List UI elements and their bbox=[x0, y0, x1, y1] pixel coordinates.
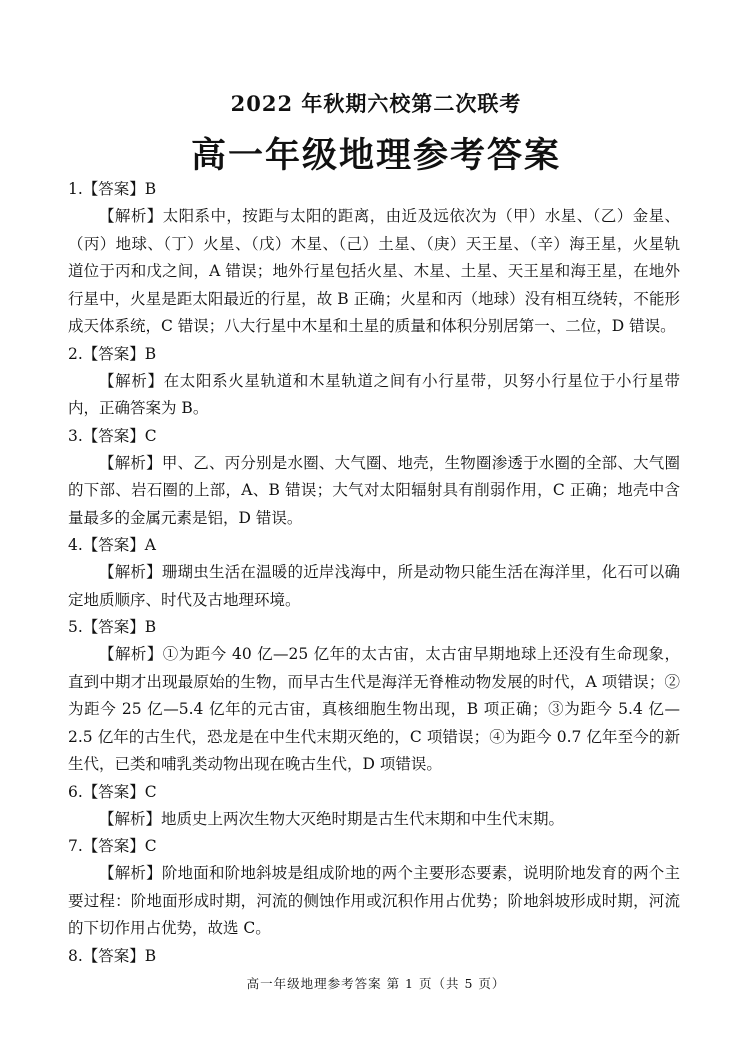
answer-line: 6.【答案】C bbox=[68, 782, 157, 801]
question-item-6 bbox=[68, 779, 680, 834]
page-title: 高一年级地理参考答案 bbox=[190, 135, 561, 176]
answer-line: 4.【答案】A bbox=[68, 536, 156, 554]
answer-line: 8.【答案】B bbox=[68, 946, 157, 965]
question-item-5 bbox=[68, 614, 680, 779]
answer-line: 7.【答案】C bbox=[68, 837, 157, 855]
answer-list bbox=[68, 176, 680, 970]
explanation-paragraph: 【解析】太阳系中，按距与太阳的距离，由近及远依次为（甲）水星、（乙）金星、（丙）地球、（丁）火星、（戊）木星、（己）土星、（庚）天王星、（辛）海王星，火星轨道位于丙和戊之间，A 错误；地外行星包括火星、木星、土星、天王星和海王星，在地外行星中，火星是距太阳最近的行星，故 B 正确；火星和丙（地球）没有相互绕转，不能形成天体系统，C 错误；八大行星中木星和土星的质量和体积分别居第一、二位，D 错误。 bbox=[68, 207, 680, 335]
answer-line: 1.【答案】B bbox=[68, 180, 157, 198]
exam-subtitle: 2022 年秋期六校第二次联考 bbox=[230, 91, 522, 116]
question-item-2 bbox=[68, 341, 680, 423]
answer-line: 3.【答案】C bbox=[68, 426, 157, 445]
explanation-paragraph: 【解析】地质史上两次生物大灭绝时期是古生代末期和中生代末期。 bbox=[99, 809, 565, 828]
explanation-paragraph: 【解析】在太阳系火星轨道和木星轨道之间有小行星带，贝努小行星位于小行星带内，正确答案为 B。 bbox=[68, 371, 680, 417]
explanation-paragraph: 【解析】阶地面和阶地斜坡是组成阶地的两个主要形态要素，说明阶地发育的两个主要过程：阶地面形成时期，河流的侧蚀作用或沉积作用占优势；阶地斜坡形成时期，河流的下切作用占优势，故选 C。 bbox=[68, 864, 680, 937]
answer-line: 2.【答案】B bbox=[68, 344, 157, 363]
question-item-1 bbox=[68, 176, 680, 341]
explanation-paragraph: 【解析】①为距今 40 亿—25 亿年的太古宙，太古宙早期地球上还没有生命现象，直到中期才出现最原始的生物，而早古生代是海洋无脊椎动物发展的时代，A 项错误；②为距今 25 亿—5.4 亿年的元古宙，真核细胞生物出现，B 项正确；③为距今 5.4 亿—2.5 亿年的古生代，恐龙是在中生代末期灭绝的，C 项错误；④为距今 0.7 亿年至今的新生代，已类和哺乳类动物出现在晚古生代，D 项错误。 bbox=[68, 645, 680, 773]
explanation-paragraph: 【解析】珊瑚虫生活在温暖的近岸浅海中，所是动物只能生活在海洋里，化石可以确定地质顺序、时代及古地理环境。 bbox=[68, 563, 680, 609]
question-item-3 bbox=[68, 423, 680, 533]
answer-line: 5.【答案】B bbox=[68, 618, 157, 636]
question-item-4 bbox=[68, 532, 680, 614]
page-footer: 高一年级地理参考答案 第 1 页（共 5 页） bbox=[246, 976, 506, 991]
question-item-7 bbox=[68, 833, 680, 943]
explanation-paragraph: 【解析】甲、乙、丙分别是水圈、大气圈、地壳，生物圈渗透于水圈的全部、大气圈的下部、岩石圈的上部，A、B 错误；大气对太阳辐射具有削弱作用，C 正确；地壳中含量最多的金属元素是铝，D 错误。 bbox=[68, 453, 680, 527]
question-item-8 bbox=[68, 943, 680, 970]
